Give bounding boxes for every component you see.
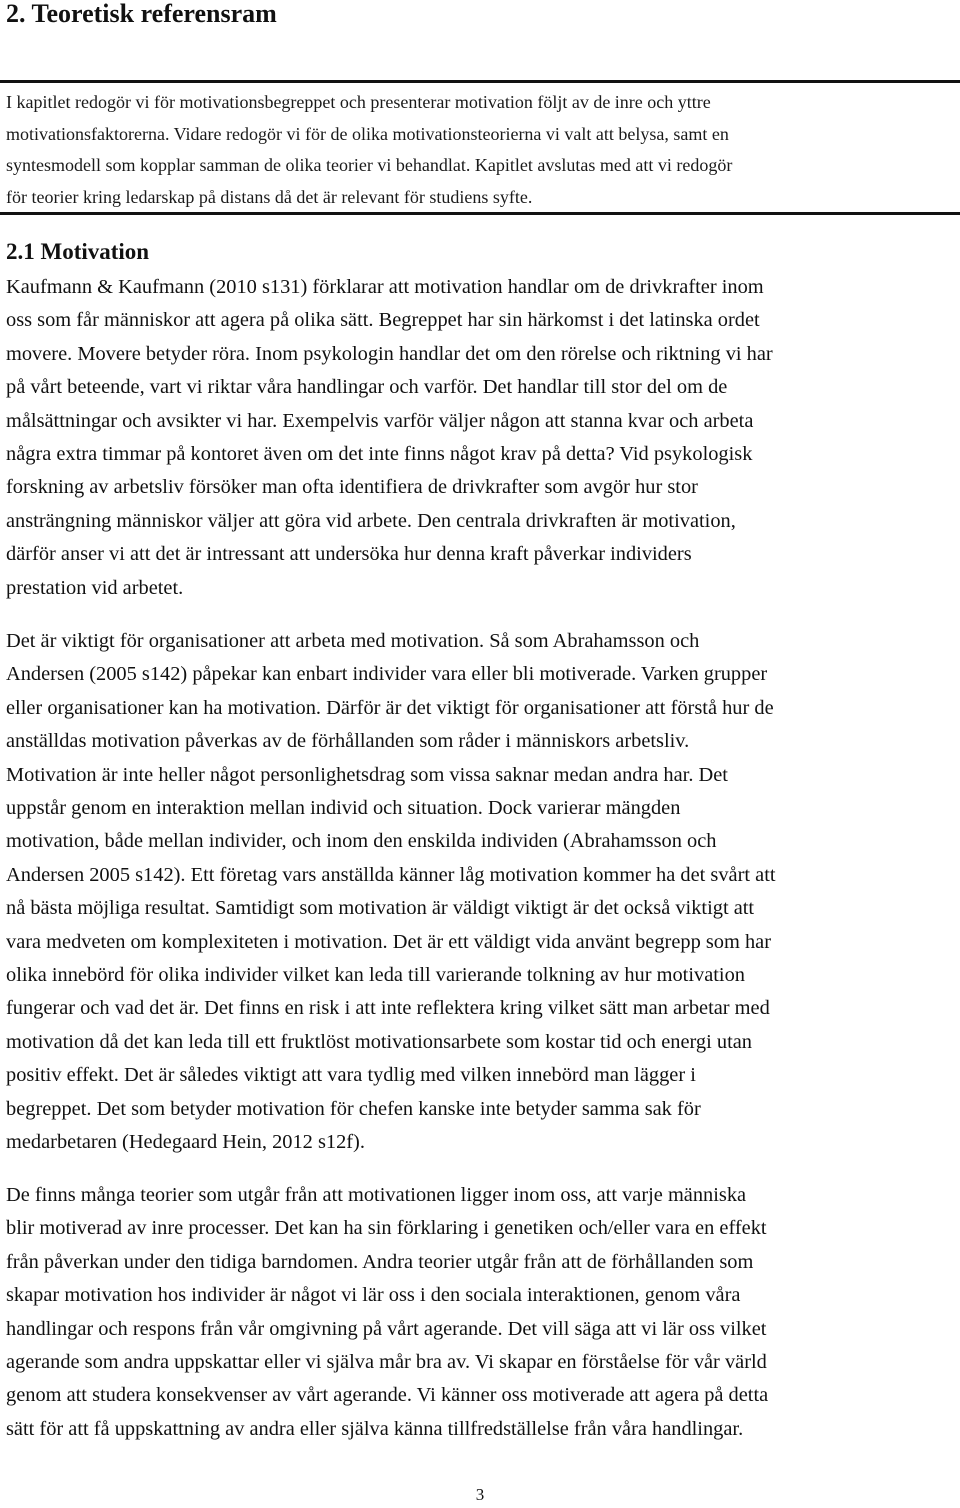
paragraph-line: De finns många teorier som utgår från att motivationen ligger inom oss, att varje människa	[6, 1184, 747, 1206]
paragraph-line: forskning av arbetsliv försöker man ofta identifiera de drivkrafter som avgör hur stor	[6, 476, 698, 499]
paragraph-line: uppstår genom en interaktion mellan individ och situation. Dock varierar mängden	[6, 797, 681, 820]
intro-line: motivationsfaktorerna. Vidare redogör vi för de olika motivationsteorierna vi valt att belysa, samt en	[6, 123, 729, 144]
paragraph-line: motivation, både mellan individer, och inom den enskilda individen (Abrahamsson och	[6, 830, 717, 853]
intro-line: I kapitlet redogör vi för motivationsbegreppet och presenterar motivation följt av de inre och yttre	[6, 92, 711, 112]
paragraph-line: Andersen 2005 s142). Ett företag vars anställda känner låg motivation kommer ha det svårt att	[6, 863, 776, 886]
paragraph-line: agerande som andra uppskattar eller vi själva mår bra av. Vi skapar en förståelse för vår värld	[6, 1351, 767, 1374]
paragraph-line: från påverkan under den tidiga barndomen. Andra teorier utgår från att de förhållanden som	[6, 1250, 754, 1273]
paragraph-line: handlingar och respons från vår omgivning på vårt agerande. Det vill säga att vi lär oss vilket	[6, 1317, 767, 1340]
paragraph-line: prestation vid arbetet.	[6, 576, 184, 599]
paragraph-line: Kaufmann & Kaufmann (2010 s131) förklarar att motivation handlar om de drivkrafter inom	[6, 276, 764, 298]
paragraph-line: nå bästa möjliga resultat. Samtidigt som motivation är väldigt viktigt är det också viktigt att	[6, 897, 755, 920]
paragraph-line: eller organisationer kan ha motivation. Därför är det viktigt för organisationer att förstå hur de	[6, 696, 774, 719]
intro-line: för teorier kring ledarskap på distans då det är relevant för studiens syfte.	[6, 186, 533, 207]
paragraph-line: på vårt beteende, vart vi riktar våra handlingar och varför. Det handlar till stor del om de	[6, 376, 728, 399]
paragraph-line: begreppet. Det som betyder motivation för chefen kanske inte betyder samma sak för	[6, 1097, 701, 1120]
page-number: 3	[475, 1485, 485, 1504]
paragraph-line: oss som får människor att agera på olika sätt. Begreppet har sin härkomst i det latinska ordet	[6, 309, 760, 332]
paragraph-line: därför anser vi att det är intressant att undersöka hur denna kraft påverkar individers	[6, 543, 692, 566]
chapter-intro	[6, 87, 956, 213]
paragraph-line: vara medveten om komplexiteten i motivation. Det är ett väldigt vida använt begrepp som har	[6, 930, 771, 953]
chapter-title: 2. Teoretisk referensram	[6, 0, 277, 28]
paragraph-line: sätt för att få uppskattning av andra eller själva känna tillfredställelse från våra handlingar.	[6, 1417, 744, 1440]
paragraph-line: olika innebörd för olika individer vilket kan leda till varierande tolkning av hur motivation	[6, 964, 745, 987]
paragraph-line: movere. Movere betyder röra. Inom psykologin handlar det om den rörelse och riktning vi har	[6, 342, 773, 365]
section-title: 2.1 Motivation	[6, 239, 150, 264]
paragraph-line: positiv effekt. Det är således viktigt att vara tydlig med vilken innebörd man lägger i	[6, 1064, 696, 1087]
paragraph-line: fungerar och vad det är. Det finns en risk i att inte reflektera kring vilket sätt man arbetar med	[6, 997, 770, 1020]
body-paragraph-2	[6, 625, 958, 1160]
intro-top-rule	[0, 80, 960, 83]
intro-bottom-rule	[0, 212, 960, 215]
paragraph-line: skapar motivation hos individer är något vi lär oss i den sociala interaktionen, genom våra	[6, 1284, 741, 1307]
paragraph-line: målsättningar och avsikter vi har. Exempelvis varför väljer någon att stanna kvar och arbeta	[6, 409, 754, 432]
paragraph-line: ansträngning människor väljer att göra vid arbete. Den centrala drivkraften är motivation,	[6, 509, 736, 532]
body-paragraph-1	[6, 271, 958, 605]
paragraph-line: medarbetaren (Hedegaard Hein, 2012 s12f).	[6, 1131, 365, 1154]
paragraph-line: blir motiverad av inre processer. Det kan ha sin förklaring i genetiken och/eller vara en effekt	[6, 1217, 767, 1240]
paragraph-line: genom att studera konsekvenser av vårt agerande. Vi känner oss motiverade att agera på detta	[6, 1384, 769, 1407]
paragraph-line: Motivation är inte heller något personlighetsdrag som vissa saknar medan andra har. Det	[6, 763, 728, 786]
paragraph-line: motivation då det kan leda till ett fruktlöst motivationsarbete som kostar tid och energi utan	[6, 1030, 752, 1053]
intro-line: syntesmodell som kopplar samman de olika teorier vi behandlat. Kapitlet avslutas med att vi redogör	[6, 155, 733, 175]
paragraph-line: några extra timmar på kontoret även om det inte finns något krav på detta? Vid psykologisk	[6, 443, 753, 466]
paragraph-line: Andersen (2005 s142) påpekar kan enbart individer vara eller bli motiverade. Varken grupper	[6, 663, 768, 686]
paragraph-line: Det är viktigt för organisationer att arbeta med motivation. Så som Abrahamsson och	[6, 630, 700, 652]
paragraph-line: anställdas motivation påverkas av de förhållanden som råder i människors arbetsliv.	[6, 730, 690, 753]
body-paragraph-3	[6, 1179, 958, 1446]
